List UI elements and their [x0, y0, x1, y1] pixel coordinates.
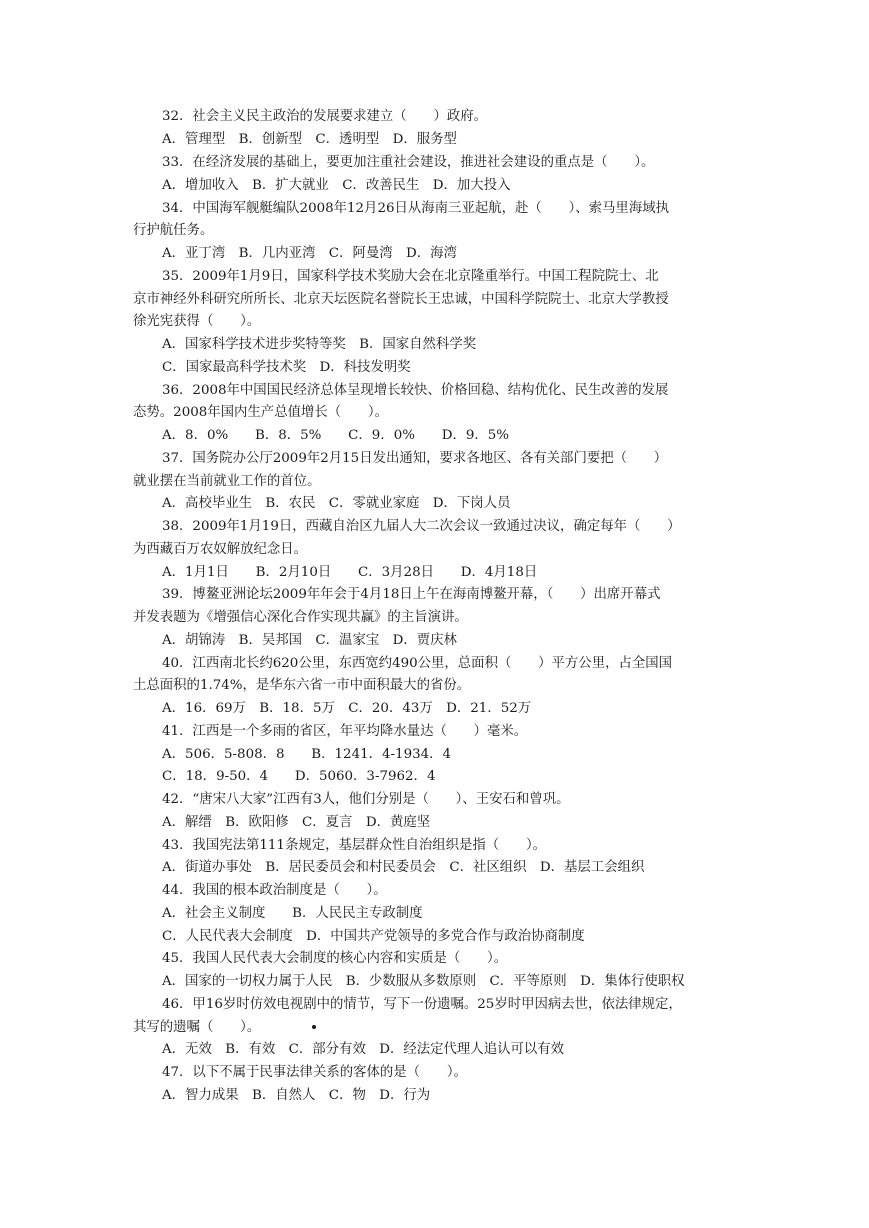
question-40-stem-cont: 土总面积的1.74%，是华东六省一市中面积最大的省份。 [133, 678, 471, 693]
question-47-options: A．智力成果 B．自然人 C．物 D．行为 [162, 1088, 431, 1103]
question-40-options: A．16．69万 B．18．5万 C．20．43万 D．21．52万 [162, 701, 532, 716]
question-44-options: A．社会主义制度 B．人民民主专政制度 [162, 906, 423, 921]
question-42-stem: 42．“唐宋八大家”江西有3人，他们分别是（ ）、王安石和曾巩。 [162, 792, 570, 807]
question-41-stem: 41．江西是一个多雨的省区，年平均降水量达（ ）毫米。 [162, 724, 528, 739]
question-34-stem-cont: 行护航任务。 [133, 223, 214, 238]
question-34-stem: 34．中国海军舰艇编队2008年12月26日从海南三亚起航，赴（ ）、索马里海域执 [162, 201, 669, 216]
question-44-stem: 44．我国的根本政治制度是（ ）。 [162, 883, 387, 898]
question-45-options: A．国家的一切权力属于人民 B．少数服从多数原则 C．平等原则 D．集体行使职权 [162, 974, 685, 989]
stray-dot-mark [312, 1025, 316, 1029]
question-39-options: A．胡锦涛 B．吴邦国 C．温家宝 D．贾庆林 [162, 633, 457, 648]
question-35-stem-cont: 徐光宪获得（ ）。 [133, 314, 261, 329]
question-36-options: A．8．0% B．8．5% C．9．0% D．9．5% [162, 428, 510, 443]
question-46-stem-cont: 其写的遗嘱（ ）。 [133, 1020, 261, 1035]
question-32-options: A．管理型 B．创新型 C．透明型 D．服务型 [162, 132, 457, 147]
question-41-options: C．18．9-50．4 D．5060．3-7962．4 [162, 769, 436, 784]
question-46-stem: 46．甲16岁时仿效电视剧中的情节，写下一份遗嘱。25岁时甲因病去世，依法律规定， [162, 997, 682, 1012]
question-37-stem: 37．国务院办公厅2009年2月15日发出通知，要求各地区、各有关部门要把（ ） [162, 451, 668, 466]
question-35-stem-cont: 京市神经外科研究所所长、北京天坛医院名誉院长王忠诚，中国科学院院士、北京大学教授 [133, 292, 669, 307]
question-45-stem: 45．我国人民代表大会制度的核心内容和实质是（ ）。 [162, 951, 508, 966]
question-47-stem: 47．以下不属于民事法律关系的客体的是（ ）。 [162, 1065, 467, 1080]
question-38-stem-cont: 为西藏百万农奴解放纪念日。 [133, 542, 308, 557]
question-43-stem: 43．我国宪法第111条规定，基层群众性自治组织是指（ ）。 [162, 838, 547, 853]
question-36-stem: 36．2008年中国国民经济总体呈现增长较快、价格回稳、结构优化、民生改善的发展 [162, 383, 669, 398]
question-41-options: A．506．5-808．8 B．1241．4-1934．4 [162, 747, 452, 762]
question-42-options: A．解缙 B．欧阳修 C．夏言 D．黄庭坚 [162, 815, 431, 830]
question-34-options: A．亚丁湾 B．几内亚湾 C．阿曼湾 D．海湾 [162, 246, 457, 261]
question-43-options: A．街道办事处 B．居民委员会和村民委员会 C．社区组织 D．基层工会组织 [162, 860, 645, 875]
question-35-options: A．国家科学技术进步奖特等奖 B．国家自然科学奖 [162, 337, 477, 352]
question-38-options: A．1月1日 B．2月10日 C．3月28日 D．4月18日 [162, 565, 538, 580]
question-32-stem: 32．社会主义民主政治的发展要求建立（ ）政府。 [162, 109, 488, 124]
question-46-options: A．无效 B．有效 C．部分有效 D．经法定代理人追认可以有效 [162, 1042, 565, 1057]
question-39-stem-cont: 并发表题为《增强信心深化合作实现共赢》的主旨演讲。 [133, 610, 468, 625]
question-36-stem-cont: 态势。2008年国内生产总值增长（ ）。 [133, 405, 389, 420]
question-35-stem: 35．2009年1月9日，国家科学技术奖励大会在北京隆重举行。中国工程院院士、北 [162, 269, 659, 284]
question-37-stem-cont: 就业摆在当前就业工作的首位。 [133, 474, 321, 489]
question-40-stem: 40．江西南北长约620公里，东西宽约490公里，总面积（ ）平方公里，占全国国 [162, 656, 673, 671]
question-33-stem: 33．在经济发展的基础上，要更加注重社会建设，推进社会建设的重点是（ ）。 [162, 155, 655, 170]
question-38-stem: 38．2009年1月19日，西藏自治区九届人大二次会议一致通过决议，确定每年（ ） [162, 519, 681, 534]
question-35-options: C．国家最高科学技术奖 D．科技发明奖 [162, 360, 411, 375]
question-33-options: A．增加收入 B．扩大就业 C．改善民生 D．加大投入 [162, 178, 511, 193]
question-37-options: A．高校毕业生 B．农民 C．零就业家庭 D．下岗人员 [162, 496, 511, 511]
question-39-stem: 39．博鳌亚洲论坛2009年年会于4月18日上午在海南博鳌开幕，（ ）出席开幕式 [162, 587, 661, 602]
question-44-options: C．人民代表大会制度 D．中国共产党领导的多党合作与政治协商制度 [162, 929, 585, 944]
